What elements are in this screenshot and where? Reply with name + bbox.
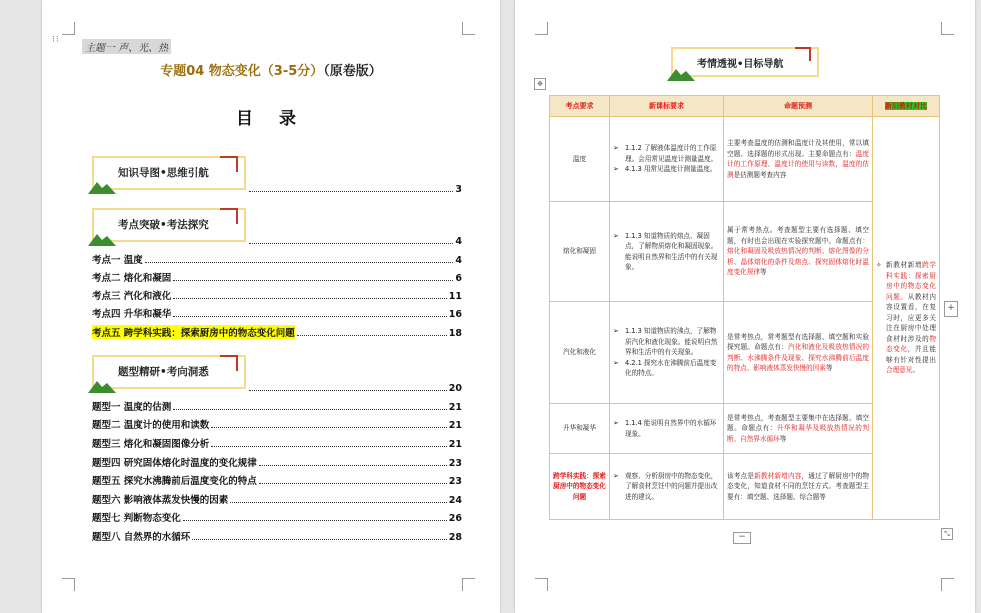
toc-line[interactable] xyxy=(92,252,462,266)
mountain-icon xyxy=(667,65,695,81)
section-label: 题型精研•考向洞悉 xyxy=(118,366,209,378)
toc-page: 28 xyxy=(448,532,462,543)
prediction-highlight: 温度计的工作原理、温度计的使用与读数，温度的估测 xyxy=(727,149,870,179)
requirement-cell: ➢ 1.1.3 知道物质的熔点、凝固点，了解物质熔化和凝固现象。能说明自然界和生活中的有关现象。 xyxy=(610,202,724,302)
add-column-icon[interactable]: + xyxy=(944,301,958,317)
section-label: 考情透视•目标导航 xyxy=(697,59,784,70)
toc-line-highlighted[interactable] xyxy=(92,325,462,339)
crop-mark xyxy=(462,578,475,591)
toc-page: 21 xyxy=(448,420,462,431)
prediction-highlight: 熔化和凝固及吸放热情况的判断、熔化图像的分析、晶体熔化的条件及熔点、探究固体熔化时温度变化规律 xyxy=(727,247,869,277)
mountain-icon xyxy=(88,178,116,194)
topic-cell: 升华和凝华 xyxy=(550,404,610,454)
prediction-text: 等 xyxy=(825,364,833,372)
toc-heading: 目 录 xyxy=(236,109,306,129)
page-left xyxy=(42,0,500,613)
requirement-text: 1.1.3 知道物质的熔点、凝固点，了解物质熔化和凝固现象。能说明自然界和生活中的有关现象。 xyxy=(625,231,718,271)
compare-highlight: 合理意见 xyxy=(886,366,913,375)
requirement-text: 4.1.3 用常见温度计测量温度。 xyxy=(625,165,717,174)
toc-page: 21 xyxy=(448,439,462,450)
page-header: 主题一 声、光、热 xyxy=(82,39,171,54)
section-label: 考点突破•考法探究 xyxy=(118,219,209,231)
page-right xyxy=(515,0,975,613)
section-box-tixing xyxy=(92,355,246,389)
toc-page: 23 xyxy=(448,476,462,487)
toc-page: 6 xyxy=(455,273,462,284)
section-box-nav xyxy=(671,47,819,77)
table-move-handle-icon[interactable]: ✥ xyxy=(534,78,546,90)
toc-page: 4 xyxy=(455,255,462,266)
toc-page: 26 xyxy=(448,513,462,524)
topic-cell: 跨学科实践：探索厨房中的物态变化问题 xyxy=(550,454,610,520)
toc-line[interactable] xyxy=(92,399,462,413)
toc-line[interactable] xyxy=(92,417,462,431)
toc-text: 题型一 温度的估测 xyxy=(92,402,172,413)
prediction-highlight: 新教材新增内容 xyxy=(754,471,802,480)
prediction-text: 该考点是 xyxy=(727,471,755,480)
toc-line[interactable] xyxy=(247,380,462,394)
toc-line[interactable] xyxy=(92,473,462,487)
section-box-knowledge-map xyxy=(92,156,246,190)
title-suffix: （原卷版） xyxy=(323,64,382,79)
topic-cell: 汽化和液化 xyxy=(550,302,610,404)
remove-row-icon[interactable]: − xyxy=(733,532,751,544)
toc-page: 16 xyxy=(448,309,462,320)
compare-text: 从教材内容设置看，在复习时，应更多关注在厨房中处理食材时涉及的 xyxy=(886,292,936,343)
compare-highlight: 物态变化 xyxy=(886,334,936,354)
toc-text: 考点四 升华和凝华 xyxy=(92,309,172,320)
toc-text: 考点二 熔化和凝固 xyxy=(92,273,172,284)
toc-text: 题型八 自然界的水循环 xyxy=(92,532,191,543)
table-row xyxy=(550,117,940,202)
toc-text: 题型七 判断物态变化 xyxy=(92,513,181,524)
toc-page: 18 xyxy=(448,328,462,339)
toc-text: 考点三 汽化和液化 xyxy=(92,291,172,302)
toc-line[interactable] xyxy=(92,529,462,543)
section-label: 知识导图•思维引航 xyxy=(118,167,209,179)
col-header xyxy=(873,96,940,117)
toc-page: 24 xyxy=(448,495,462,506)
col-header-text: 新旧教材对比 xyxy=(885,101,927,110)
topic-cell: 温度 xyxy=(550,117,610,202)
corner-decoration xyxy=(795,47,811,61)
crop-mark xyxy=(535,578,548,591)
prediction-text: 是常考热点，常考题型有选择题、填空题和实验探究题。命题点有： xyxy=(727,332,869,351)
prediction-text: 等 xyxy=(759,268,767,277)
prediction-highlight: 升华和凝华及吸放热情况的判断、自然界水循环 xyxy=(727,424,870,443)
requirement-text: 观察、分析厨房中的物态变化，了解食材烹饪中的问题并提出改进的建议。 xyxy=(625,471,718,501)
crop-mark xyxy=(941,22,954,35)
prediction-cell xyxy=(724,302,873,404)
prediction-text: 主要考查温度的估测和温度计及其使用，常以填空题、选择题的形式出现。主要命题点有： xyxy=(727,139,869,158)
compare-text: 。 xyxy=(912,366,919,375)
toc-page: 11 xyxy=(448,291,462,302)
table-header-row xyxy=(550,96,940,117)
prediction-text: 是估测题考查内容 xyxy=(733,170,787,179)
requirement-cell: ➢ 1.1.2 了解液体温度计的工作原理。会用常见温度计测量温度。 ➢ 4.1.3 用常见温度计测量温度。 xyxy=(610,117,724,202)
crop-mark xyxy=(462,22,475,35)
prediction-cell xyxy=(724,454,873,520)
requirement-text: 1.1.4 能说明自然界中的水循环现象。 xyxy=(625,419,717,438)
corner-decoration xyxy=(220,355,238,371)
compare-highlight: 跨学科实践：探索厨房中的物态变化问题。 xyxy=(886,261,936,301)
prediction-cell xyxy=(724,117,873,202)
prediction-text: 属于常考热点。考查题型主要有选择题、填空题，有时也会出现在实验探究题中。命题点有： xyxy=(727,226,869,245)
drag-handle-icon[interactable]: ⁝⁝ xyxy=(52,35,60,45)
crop-mark xyxy=(941,578,954,591)
toc-text: 考点五 跨学科实践：探索厨房中的物态变化问题 xyxy=(92,325,295,339)
prediction-text: 是常考热点，考查题型主要集中在选择题、填空题。命题点有： xyxy=(727,413,869,433)
toc-line[interactable] xyxy=(92,492,462,506)
table-resize-icon[interactable]: ⤡ xyxy=(941,528,953,540)
crop-mark xyxy=(62,578,75,591)
comparison-cell: ✧ 新教材新增跨学科实践：探索厨房中的物态变化问题。从教材内容设置看，在复习时，应更多关注在厨房中处理食材时涉及的物态变化，并且能够有针对性提出合理意见。 xyxy=(873,117,940,520)
col-header: 考点要求 xyxy=(550,96,610,117)
requirement-cell: ➢ 观察、分析厨房中的物态变化，了解食材烹饪中的问题并提出改进的建议。 xyxy=(610,454,724,520)
mountain-icon xyxy=(88,230,116,246)
toc-text: 题型二 温度计的使用和读数 xyxy=(92,420,210,431)
toc-line[interactable] xyxy=(92,270,462,284)
toc-text: 题型四 研究固体熔化时温度的变化规律 xyxy=(92,458,257,469)
document-title xyxy=(42,60,500,79)
requirement-cell: ➢ 1.1.4 能说明自然界中的水循环现象。 xyxy=(610,404,724,454)
requirement-text: 4.2.1 探究水在沸腾前后温度变化的特点。 xyxy=(625,358,717,378)
toc-page: 20 xyxy=(448,383,462,394)
toc-text: 题型三 熔化和凝固图像分析 xyxy=(92,439,210,450)
section-box-kaodian xyxy=(92,208,246,242)
crop-mark xyxy=(535,22,548,35)
prediction-text: 等 xyxy=(779,434,787,443)
compare-text: ，并且能够有针对性提出 xyxy=(886,345,936,364)
col-header: 新课标要求 xyxy=(610,96,724,117)
toc-page: 4 xyxy=(455,236,462,247)
toc-page: 21 xyxy=(448,402,462,413)
toc-line[interactable] xyxy=(92,510,462,524)
toc-line[interactable] xyxy=(92,436,462,450)
toc-line[interactable] xyxy=(247,181,462,195)
exam-analysis-table xyxy=(549,95,940,520)
compare-text: 新教材新增 xyxy=(886,261,923,270)
toc-line[interactable] xyxy=(92,306,462,320)
toc-page: 23 xyxy=(448,458,462,469)
title-main: 专题04 物态变化（3-5分） xyxy=(160,64,324,79)
corner-decoration xyxy=(220,208,238,224)
toc-line[interactable] xyxy=(247,233,462,247)
prediction-cell xyxy=(724,404,873,454)
toc-line[interactable] xyxy=(92,288,462,302)
requirement-cell: ➢ 1.1.3 知道物质的沸点，了解物质汽化和液化现象。能说明自然界和生活中的有关现象。 ➢ 4.2.1 探究水在沸腾前后温度变化的特点。 xyxy=(610,302,724,404)
prediction-cell xyxy=(724,202,873,302)
mountain-icon xyxy=(88,377,116,393)
crop-mark xyxy=(62,22,75,35)
corner-decoration xyxy=(220,156,238,172)
toc-line[interactable] xyxy=(92,455,462,469)
prediction-text: ，通过了解厨房中的物态变化，知道食材不同的烹饪方式。考查题型主要有：填空题、选择题、综合题等 xyxy=(727,471,870,501)
col-header: 命题预测 xyxy=(724,96,873,117)
requirement-text: 1.1.3 知道物质的沸点，了解物质汽化和液化现象。能说明自然界和生活中的有关现象。 xyxy=(625,327,718,357)
topic-cell: 熔化和凝固 xyxy=(550,202,610,302)
toc-text: 题型五 探究水沸腾前后温度变化的特点 xyxy=(92,476,257,487)
prediction-highlight: 汽化和液化及吸放热情况的判断、水沸腾条件及现象、探究水沸腾前后温度的特点、影响液体蒸发快慢的因素 xyxy=(727,343,870,372)
requirement-text: 1.1.2 了解液体温度计的工作原理。会用常见温度计测量温度。 xyxy=(625,144,718,163)
toc-text: 考点一 温度 xyxy=(92,255,143,266)
toc-text: 题型六 影响液体蒸发快慢的因素 xyxy=(92,495,229,506)
toc-page: 3 xyxy=(455,184,462,195)
